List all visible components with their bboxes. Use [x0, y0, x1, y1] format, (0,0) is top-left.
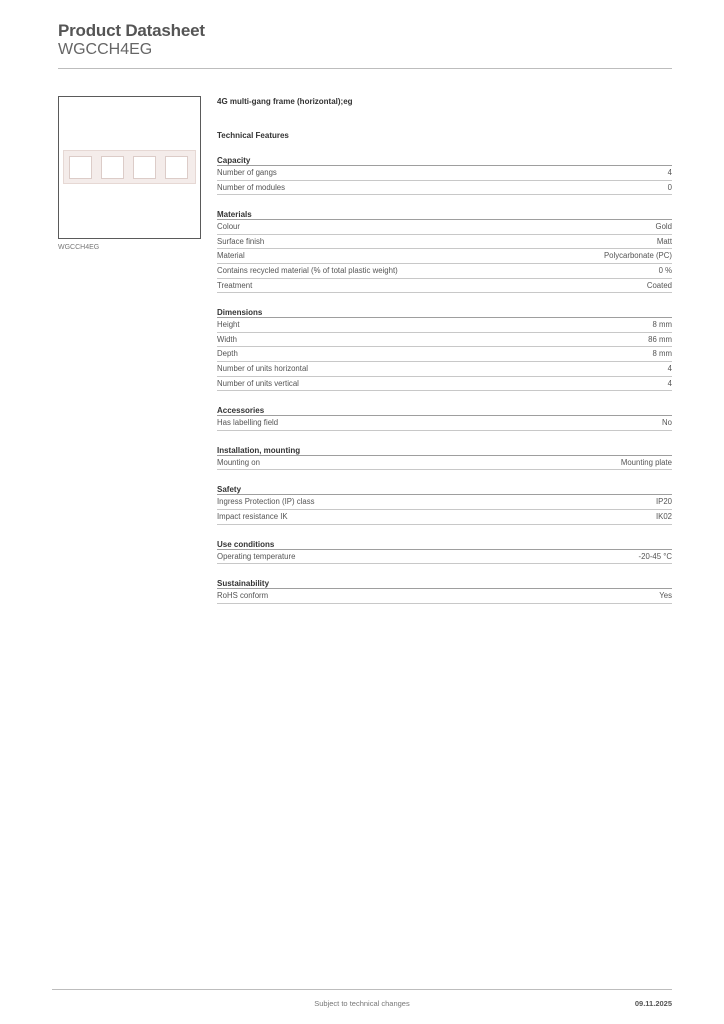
spec-row [217, 456, 672, 471]
spec-value: Mounting plate [620, 457, 672, 467]
spec-value: IP20 [655, 497, 672, 507]
spec-label: Ingress Protection (IP) class [217, 497, 315, 507]
section-title: Dimensions [217, 307, 672, 318]
spec-value: IK02 [655, 511, 672, 521]
section-title: Accessories [217, 405, 672, 416]
spec-row [217, 166, 672, 181]
frame-slot [101, 156, 124, 179]
spec-label: Depth [217, 349, 238, 359]
page-title: Product Datasheet [58, 21, 205, 40]
spec-section [217, 155, 672, 195]
spec-row [217, 220, 672, 235]
spec-section [217, 405, 672, 431]
technical-features-heading: Technical Features [217, 131, 289, 140]
section-title: Safety [217, 484, 672, 495]
spec-label: Height [217, 320, 240, 330]
spec-value: 8 mm [652, 320, 672, 330]
spec-value: 0 % [658, 265, 672, 275]
technical-content [217, 96, 672, 604]
spec-row [217, 279, 672, 294]
spec-value: Matt [656, 236, 672, 246]
spec-section [217, 307, 672, 391]
footer-divider [52, 989, 672, 990]
spec-row [217, 550, 672, 565]
spec-label: Number of modules [217, 182, 286, 192]
spec-value: Coated [646, 280, 672, 290]
spec-row [217, 416, 672, 431]
spec-label: Operating temperature [217, 551, 296, 561]
spec-section [217, 539, 672, 565]
spec-label: Contains recycled material (% of total plastic weight) [217, 265, 398, 275]
spec-value: Gold [655, 222, 672, 232]
section-title: Installation, mounting [217, 445, 672, 456]
spec-value: 4 [667, 378, 672, 388]
header-divider [58, 68, 672, 69]
spec-label: Treatment [217, 280, 253, 290]
document-header [58, 21, 672, 59]
spec-row [217, 377, 672, 392]
spec-row [217, 264, 672, 279]
spec-value: 4 [667, 168, 672, 177]
spec-label: Material [217, 251, 245, 261]
spec-section [217, 209, 672, 293]
spec-label: Number of units horizontal [217, 363, 309, 373]
spec-label: Colour [217, 222, 240, 232]
feature-sections [217, 155, 672, 604]
spec-value: Yes [659, 591, 672, 601]
spec-row [217, 181, 672, 196]
spec-label: Width [217, 334, 237, 344]
spec-value: 8 mm [652, 349, 672, 359]
section-title: Use conditions [217, 539, 672, 550]
spec-section [217, 445, 672, 471]
spec-row [217, 362, 672, 377]
spec-value: 0 [667, 182, 672, 192]
spec-row [217, 347, 672, 362]
spec-section [217, 578, 672, 604]
frame-slot [133, 156, 156, 179]
spec-value: 86 mm [648, 334, 672, 344]
spec-section [217, 484, 672, 524]
spec-label: RoHS conform [217, 591, 269, 601]
spec-value: -20-45 °C [638, 551, 672, 561]
spec-value: No [662, 418, 672, 428]
spec-row [217, 235, 672, 250]
multi-gang-frame-illustration [63, 150, 196, 184]
spec-label: Mounting on [217, 457, 260, 467]
footer-date: 09.11.2025 [634, 999, 672, 1008]
spec-row [217, 510, 672, 525]
spec-label: Has labelling field [217, 418, 279, 428]
spec-row [217, 333, 672, 348]
spec-row [217, 249, 672, 264]
spec-row [217, 495, 672, 510]
product-code: WGCCH4EG [58, 41, 153, 58]
spec-value: Polycarbonate (PC) [603, 251, 672, 261]
frame-slot [165, 156, 188, 179]
spec-row [217, 589, 672, 604]
section-title: Capacity [217, 155, 672, 166]
footer-note: Subject to technical changes [314, 999, 410, 1008]
section-title: Materials [217, 209, 672, 220]
spec-label: Number of gangs [217, 168, 277, 177]
section-title: Sustainability [217, 578, 672, 589]
image-caption: WGCCH4EG [58, 244, 100, 251]
spec-label: Surface finish [217, 236, 265, 246]
spec-label: Impact resistance IK [217, 511, 288, 521]
frame-slot [69, 156, 92, 179]
spec-label: Number of units vertical [217, 378, 299, 388]
spec-value: 4 [667, 363, 672, 373]
product-description: 4G multi-gang frame (horizontal);eg [217, 97, 353, 106]
spec-row [217, 318, 672, 333]
product-image [58, 96, 201, 239]
